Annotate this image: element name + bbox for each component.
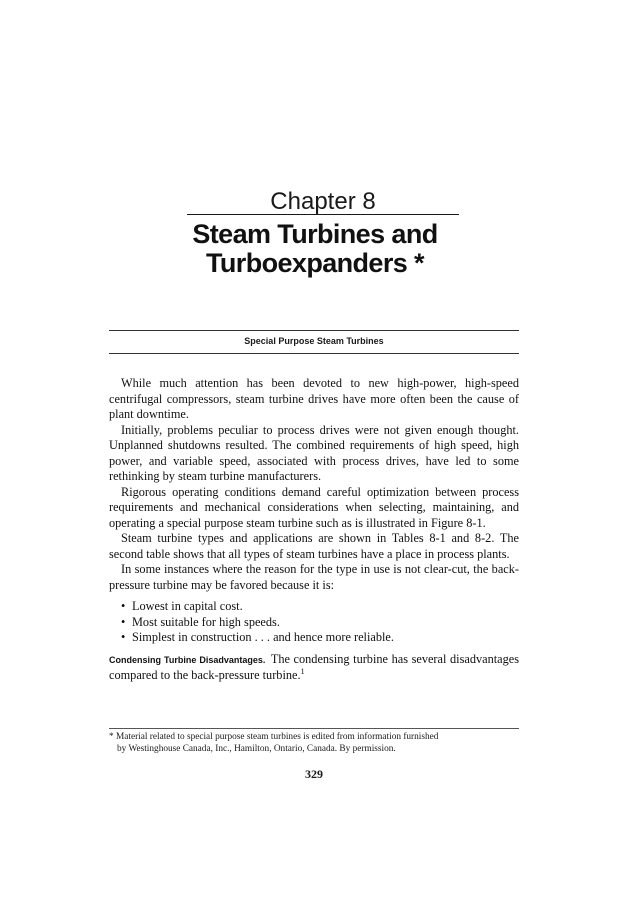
chapter-title-line-1: Steam Turbines and [192,219,438,249]
subsection-heading: Condensing Turbine Disadvantages. [109,654,266,665]
footnote-reference: 1 [300,666,305,676]
footnote-line-1: * Material related to special purpose steam turbines is edited from information furnished [109,732,439,742]
footnote-rule [109,728,519,729]
subsection-paragraph [109,652,519,684]
chapter-rule [187,214,459,215]
paragraph: While much attention has been devoted to new high-power, high-speed centrifugal compressors, steam turbine drives have more often been the cause of plant downtime. [109,376,519,421]
body-text [109,376,519,684]
subsection-text: The condensing turbine has several disadvantages compared to the back-pressure turbine. [109,651,519,682]
paragraph: In some instances where the reason for the type in use is not clear-cut, the back-pressure turbine may be favored because it is: [109,562,519,592]
paragraph: Steam turbine types and applications are shown in Tables 8-1 and 8-2. The second table shows that all types of steam turbines have a place in process plants. [109,531,519,561]
chapter-title-line-2: Turboexpanders * [206,248,424,278]
section-rule-top [109,330,519,331]
footnote-line-2: by Westinghouse Canada, Inc., Hamilton, Ontario, Canada. By permission. [117,744,396,754]
paragraph: Initially, problems peculiar to process drives were not given enough thought. Unplanned shutdowns resulted. The combined requirements of high speed, high power, and variable speed, associated with process drives, have led to some rethinking by steam turbine manufacturers. [109,422,519,483]
bullet-list [109,599,519,646]
chapter-title [190,220,440,278]
section-rule-bottom [109,353,519,354]
page-number: 329 [305,767,323,781]
bullet-item: • Simplest in construction . . . and hence more reliable. [121,630,519,646]
bullet-item: • Lowest in capital cost. [121,599,519,615]
bullet-item: • Most suitable for high speeds. [121,615,519,631]
chapter-number: Chapter 8 [270,188,376,215]
footnote [109,731,519,755]
paragraph: Rigorous operating conditions demand careful optimization between process requirements and mechanical considerations when selecting, maintaining, and operating a special purpose steam turbine such as is illustrated in Figure 8-1. [109,484,519,530]
section-heading: Special Purpose Steam Turbines [244,336,384,346]
